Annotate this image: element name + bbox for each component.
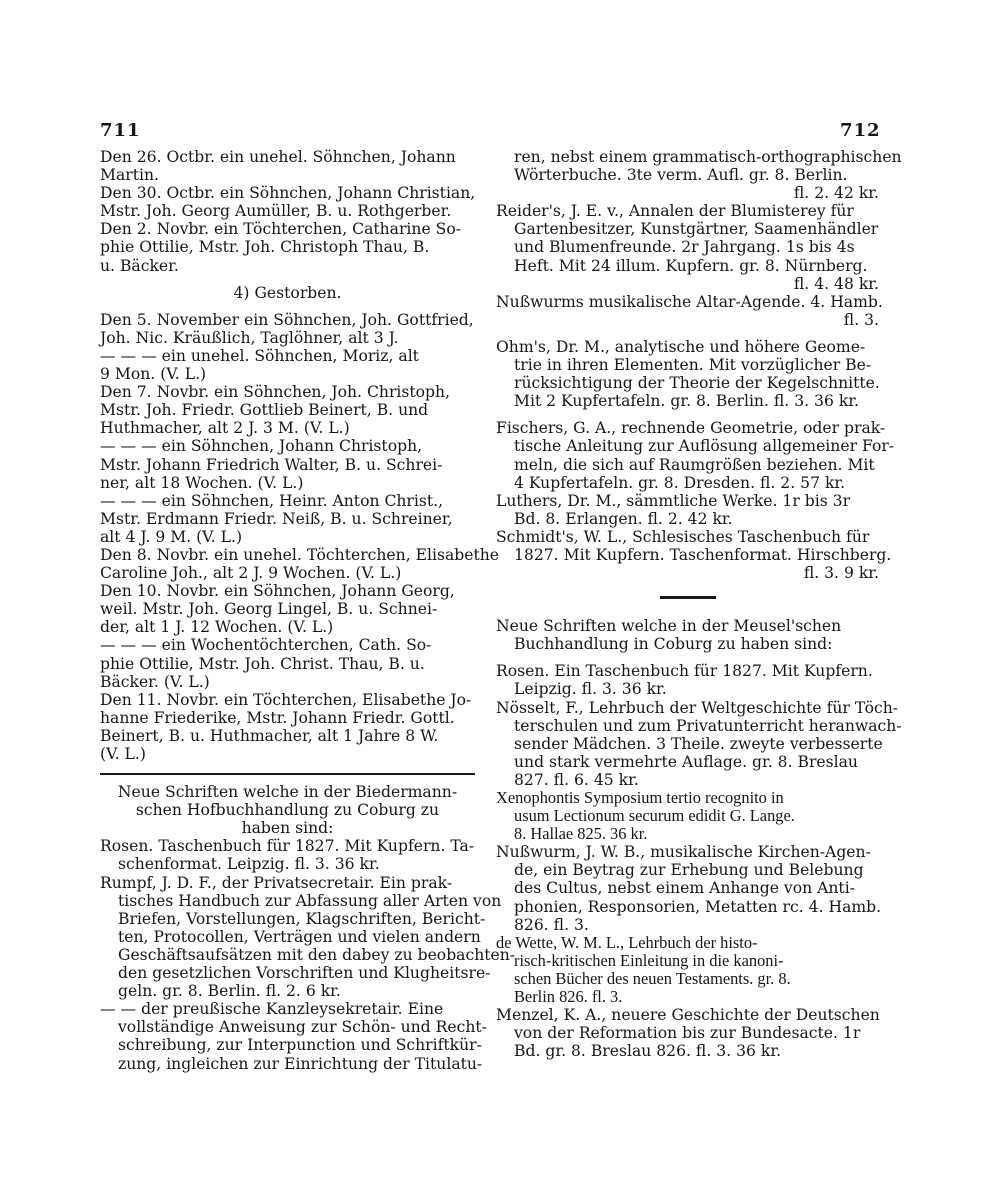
text-line: und Blumenfreunde. 2r Jahrgang. 1s bis 4s	[514, 238, 855, 257]
text-line: tische Anleitung zur Auflösung allgemeiner For-	[514, 437, 895, 456]
text-line: fl. 3.	[843, 310, 879, 329]
text-line: ner, alt 18 Wochen. (V. L.)	[100, 473, 304, 492]
text-line: weil. Mstr. Joh. Georg Lingel, B. u. Schnei-	[100, 600, 438, 619]
text-line: und stark vermehrte Auflage. gr. 8. Breslau	[514, 752, 858, 771]
text-line: phie Ottilie, Mstr. Joh. Christoph Thau, B.	[100, 238, 430, 257]
text-line: Den 7. Novbr. ein Söhnchen, Joh. Christoph,	[100, 383, 451, 402]
text-line: Mstr. Joh. Friedr. Gottlieb Beinert, B. und	[100, 401, 429, 420]
text-line: phonien, Responsorien, Metatten rc. 4. Hamb.	[514, 897, 882, 916]
text-line: Den 30. Octbr. ein Söhnchen, Johann Christian,	[100, 184, 476, 203]
text-line: Nußwurms musikalische Altar-Agende. 4. Hamb.	[496, 292, 883, 311]
left-text-column	[100, 148, 516, 1073]
text-line: de Wette, W. M. L., Lehrbuch der histo-	[496, 932, 758, 952]
text-line: tisches Handbuch zur Abfassung aller Arten von	[118, 891, 502, 910]
text-line: alt 4 J. 9 M. (V. L.)	[100, 527, 243, 546]
text-line: — — — ein Söhnchen, Johann Christoph,	[100, 437, 423, 456]
text-line: geln. gr. 8. Berlin. fl. 2. 6 kr.	[118, 982, 341, 1001]
text-line: risch-kritischen Einleitung in die kanoni-	[514, 950, 784, 970]
text-line: Buchhandlung in Coburg zu haben sind:	[514, 635, 833, 654]
text-line: den gesetzlichen Vorschriften und Klugheitsre-	[118, 964, 491, 983]
text-line: Den 26. Octbr. ein unehel. Söhnchen, Johann	[100, 148, 456, 166]
text-line: Fischers, G. A., rechnende Geometrie, oder prak-	[496, 419, 886, 438]
text-line: Berlin 826. fl. 3.	[514, 987, 623, 1007]
text-line: Mstr. Joh. Georg Aumüller, B. u. Rothgerber.	[100, 202, 452, 221]
text-line: trie in ihren Elementen. Mit vorzüglicher Be-	[514, 356, 872, 375]
text-line: Xenophontis Symposium tertio recognito in	[496, 788, 784, 807]
text-line: schen Bücher des neuen Testaments. gr. 8.	[514, 968, 791, 988]
text-line: — — — ein Wochentöchterchen, Cath. So-	[100, 636, 432, 655]
text-line: Menzel, K. A., neuere Geschichte der Deutschen	[496, 1006, 880, 1025]
text-line: Reider's, J. E. v., Annalen der Blumisterey für	[496, 202, 854, 221]
text-line: der, alt 1 J. 12 Wochen. (V. L.)	[100, 618, 334, 637]
right-text-column	[496, 148, 902, 1061]
text-line: haben sind:	[241, 819, 334, 838]
text-line: rücksichtigung der Theorie der Kegelschnitte.	[514, 374, 880, 393]
text-line: meln, die sich auf Raumgrößen beziehen. Mit	[514, 455, 875, 474]
text-line: hanne Friederike, Mstr. Johann Friedr. Gottl.	[100, 708, 455, 727]
text-line: ren, nebst einem grammatisch-orthographischen	[514, 148, 902, 166]
text-line: 826. fl. 3.	[514, 915, 589, 934]
text-line: — — — ein Söhnchen, Heinr. Anton Christ.,	[100, 491, 444, 510]
text-line: Mit 2 Kupfertafeln. gr. 8. Berlin. fl. 3. 36 kr.	[514, 392, 859, 411]
text-line: fl. 2. 42 kr.	[793, 184, 879, 203]
text-line: phie Ottilie, Mstr. Joh. Christ. Thau, B. u.	[100, 654, 425, 673]
text-line: Den 5. November ein Söhnchen, Joh. Gottfried,	[100, 310, 474, 329]
text-line: Beinert, B. u. Huthmacher, alt 1 Jahre 8 W.	[100, 726, 439, 745]
page-number-right: 712	[840, 120, 881, 141]
text-line: Gartenbesitzer, Kunstgärtner, Saamenhändler	[514, 220, 879, 239]
text-line: Rosen. Ein Taschenbuch für 1827. Mit Kupfern.	[496, 662, 873, 681]
page-number-left: 711	[100, 120, 141, 141]
text-line: 827. fl. 6. 45 kr.	[514, 770, 639, 789]
text-line: usum Lectionum securum edidit G. Lange.	[514, 806, 795, 826]
text-line: 4) Gestorben.	[233, 283, 342, 302]
text-line: Bd. gr. 8. Breslau 826. fl. 3. 36 kr.	[514, 1042, 782, 1061]
section-divider-dash	[660, 596, 716, 599]
text-line: fl. 3. 9 kr.	[803, 564, 879, 583]
text-line: Caroline Joh., alt 2 J. 9 Wochen. (V. L.)	[100, 564, 402, 583]
text-line: schreibung, zur Interpunction und Schriftkür-	[118, 1036, 482, 1055]
text-line: 1827. Mit Kupfern. Taschenformat. Hirschberg.	[514, 545, 892, 564]
text-line: Neue Schriften welche in der Biedermann-	[117, 783, 458, 802]
text-line: Briefen, Vorstellungen, Klagschriften, Bericht-	[118, 909, 486, 928]
text-line: u. Bäcker.	[100, 256, 179, 275]
text-line: Neue Schriften welche in der Meusel'schen	[496, 617, 842, 636]
section-divider-rule	[100, 773, 475, 775]
text-line: Joh. Nic. Kräußlich, Taglöhner, alt 3 J.	[100, 328, 399, 347]
text-line: Den 10. Novbr. ein Söhnchen, Johann Georg,	[100, 582, 455, 601]
text-line: 9 Mon. (V. L.)	[100, 365, 207, 384]
text-line: sender Mädchen. 3 Theile. zweyte verbesserte	[514, 734, 883, 753]
text-line: Rumpf, J. D. F., der Privatsecretair. Ein prak-	[100, 873, 453, 892]
text-line: Luthers, Dr. M., sämmtliche Werke. 1r bis 3r	[496, 491, 851, 510]
text-line: des Cultus, nebst einem Anhange von Anti-	[514, 879, 855, 898]
text-line: zung, ingleichen zur Einrichtung der Titulatu-	[118, 1054, 483, 1073]
text-line: de, ein Beytrag zur Erhebung und Belebung	[514, 861, 864, 880]
text-line: Nußwurm, J. W. B., musikalische Kirchen-Agen-	[496, 843, 871, 862]
text-line: Ohm's, Dr. M., analytische und höhere Geome-	[496, 337, 866, 356]
text-line: Bäcker. (V. L.)	[100, 672, 210, 691]
text-line: ten, Protocollen, Verträgen und vielen andern	[118, 927, 481, 946]
text-line: — — der preußische Kanzleysekretair. Eine	[100, 1000, 444, 1019]
text-line: Wörterbuche. 3te verm. Aufl. gr. 8. Berlin.	[514, 166, 848, 185]
text-line: Nösselt, F., Lehrbuch der Weltgeschichte für Töch-	[496, 698, 899, 717]
text-line: Mstr. Johann Friedrich Walter, B. u. Schrei-	[100, 455, 443, 474]
text-line: Mstr. Erdmann Friedr. Neiß, B. u. Schreiner,	[100, 509, 453, 528]
text-line: vollständige Anweisung zur Schön- und Recht-	[118, 1018, 487, 1037]
text-line: Geschäftsaufsätzen mit den dabey zu beobachten-	[118, 945, 516, 964]
text-line: (V. L.)	[100, 745, 146, 763]
text-line: — — — ein unehel. Söhnchen, Moriz, alt	[100, 346, 419, 365]
text-line: Martin.	[100, 166, 159, 185]
text-line: Den 11. Novbr. ein Töchterchen, Elisabethe Jo-	[100, 690, 472, 709]
text-line: 4 Kupfertafeln. gr. 8. Dresden. fl. 2. 57 kr.	[514, 473, 846, 492]
text-line: Den 2. Novbr. ein Töchterchen, Catharine So-	[100, 220, 461, 239]
text-line: fl. 4. 48 kr.	[793, 274, 879, 293]
text-line: Leipzig. fl. 3. 36 kr.	[514, 680, 667, 699]
text-line: Den 8. Novbr. ein unehel. Töchterchen, Elisabethe	[100, 545, 500, 564]
text-line: schenformat. Leipzig. fl. 3. 36 kr.	[118, 855, 380, 874]
text-line: terschulen und zum Privatunterricht heranwach-	[514, 716, 902, 735]
text-line: Heft. Mit 24 illum. Kupfern. gr. 8. Nürnberg.	[514, 256, 868, 275]
text-line: Bd. 8. Erlangen. fl. 2. 42 kr.	[514, 509, 733, 528]
text-line: Rosen. Taschenbuch für 1827. Mit Kupfern. Ta-	[100, 837, 475, 856]
text-line: Schmidt's, W. L., Schlesisches Taschenbuch für	[496, 527, 870, 546]
text-line: 8. Hallae 825. 36 kr.	[514, 824, 648, 844]
text-line: schen Hofbuchhandlung zu Coburg zu	[135, 801, 440, 820]
text-line: von der Reformation bis zur Bundesacte. 1r	[514, 1024, 861, 1043]
text-line: Huthmacher, alt 2 J. 3 M. (V. L.)	[100, 419, 350, 438]
